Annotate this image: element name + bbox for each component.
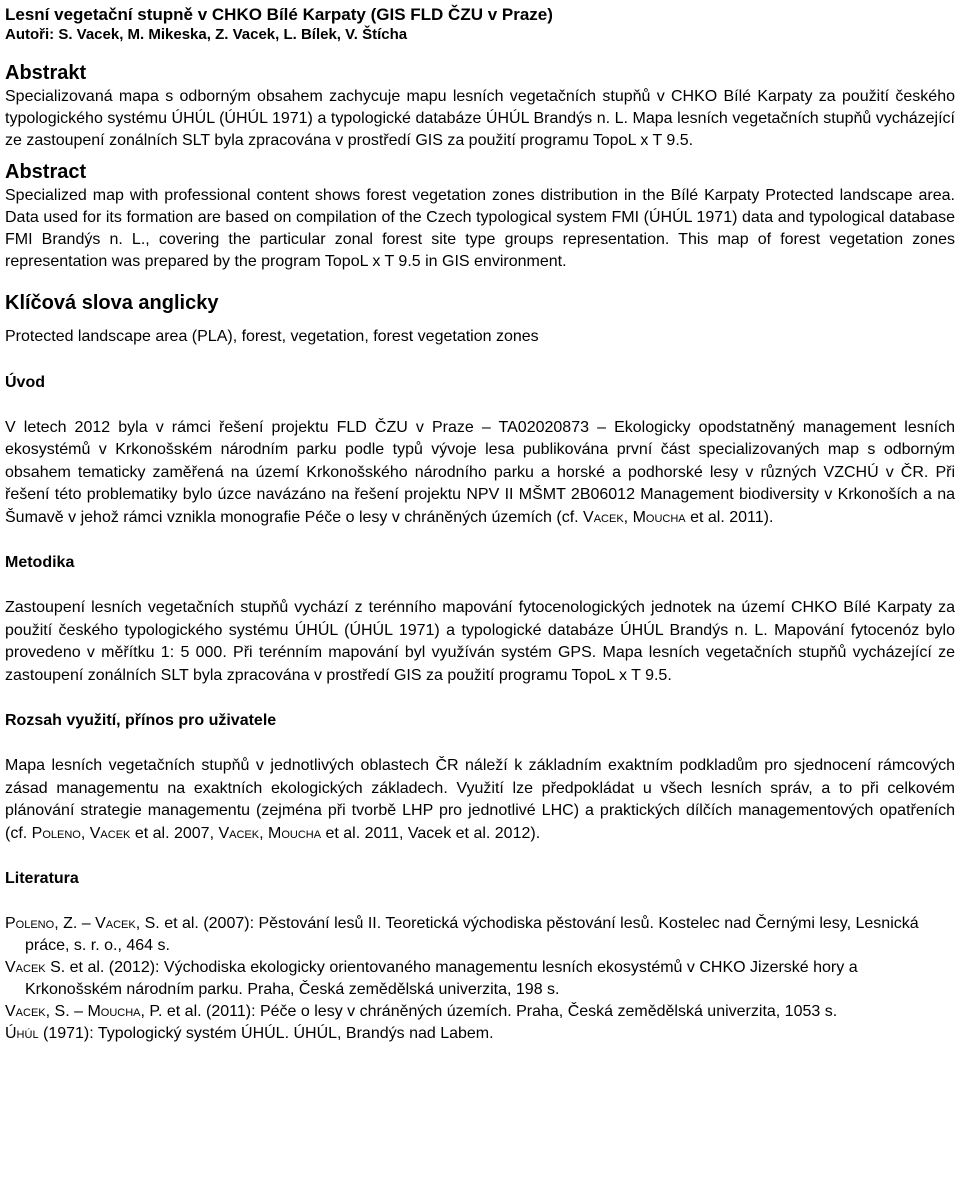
rozsah-heading: Rozsah využití, přínos pro uživatele	[5, 712, 277, 729]
document-title: Lesní vegetační stupně v CHKO Bílé Karpaty (GIS FLD ČZU v Praze)	[5, 5, 553, 24]
citation-author: Vacek	[583, 508, 624, 526]
literatura-heading: Literatura	[5, 870, 79, 887]
rozsah-text: Mapa lesních vegetačních stupňů v jednotlivých oblastech ČR náleží k základním exaktním podkladům pro sjednocení rámcových zásad managementu na exaktních ekologických základech. Využití lze předpokládat u všech lesních správ, a to při celkovém plánování strategie managementu (zejména při tvorbě LHP pro jednotlivé LHC) a praktických dílčích managementových opatřeních (cf. Poleno, Vacek et al. 2007, Vacek, Moucha et al. 2011, Vacek et al. 2012).	[5, 757, 955, 842]
citation-author: Vacek	[218, 824, 260, 842]
abstrakt-heading: Abstrakt	[5, 62, 87, 84]
metodika-heading: Metodika	[5, 554, 75, 571]
reference-item: Vacek S. et al. (2012): Východiska ekologicky orientovaného managementu lesních ekosystémů v CHKO Jizerské hory a Krkonošském národním parku. Praha, Česká zemědělská univerzita, 198 s.	[5, 959, 858, 998]
abstract-text: Specialized map with professional content shows forest vegetation zones distribution in the Bílé Karpaty Protected landscape area. Data used for its formation are based on compilation of the Czech typological system FMI (ÚHÚL 1971) data and typological database FMI Brandýs n. L., covering the particular zonal forest site type groups representation. This map of forest vegetation zones representation was prepared by the program TopoL x T 9.5 in GIS environment.	[5, 187, 955, 270]
citation-author: Moucha	[632, 508, 686, 526]
uvod-heading: Úvod	[5, 373, 45, 391]
metodika-text: Zastoupení lesních vegetačních stupňů vychází z terénního mapování fytocenologických jednotek na území CHKO Bílé Karpaty za použití českého typologického systému ÚHÚL (ÚHÚL 1971) a typologické databáze ÚHÚL Brandýs n. L. Mapování fytocenóz bylo provedeno v měřítku 1: 5 000. Při terénním mapování byl využíván systém GPS. Mapa lesních vegetačních stupňů vycházející ze zastoupení zonálních SLT byla zpracována v prostředí GIS za použití programu TopoL x T 9.5.	[5, 599, 955, 684]
citation-author: Poleno	[31, 824, 81, 842]
uvod-text: V letech 2012 byla v rámci řešení projektu FLD ČZU v Praze – TA02020873 – Ekologicky opodstatněný management lesních ekosystémů v Krkonošském národním parku podle typů vývoje lesa publikována první část specializovaných map s odborným obsahem tematicky zaměřená na území Krkonošského národního parku a horské a podhorské lesy v různých VZCHÚ v ČR. Při řešení této problematiky bylo úzce navázáno na řešení projektu NPV II MŠMT 2B06012 Management biodiversity v Krkonoších a na Šumavě v jehož rámci vznikla monografie Péče o lesy v chráněných územích (cf. Vacek, Moucha et al. 2011).	[5, 418, 955, 526]
keywords-heading: Klíčová slova anglicky	[5, 292, 219, 314]
keywords-text: Protected landscape area (PLA), forest, vegetation, forest vegetation zones	[5, 328, 539, 345]
document-authors: Autoři: S. Vacek, M. Mikeska, Z. Vacek, L. Bílek, V. Štícha	[5, 26, 408, 43]
reference-item: Poleno, Z. – Vacek, S. et al. (2007): Pěstování lesů II. Teoretická východiska pěstování lesů. Kostelec nad Černými lesy, Lesnická práce, s. r. o., 464 s.	[5, 915, 919, 954]
abstract-heading: Abstract	[5, 161, 87, 183]
abstrakt-text: Specializovaná mapa s odborným obsahem zachycuje mapu lesních vegetačních stupňů v CHKO Bílé Karpaty za použití českého typologického systému ÚHÚL (ÚHÚL 1971) a typologické databáze ÚHÚL Brandýs n. L. Mapa lesních vegetačních stupňů vycházející ze zastoupení zonálních SLT byla zpracována v prostředí GIS za použití programu TopoL x T 9.5.	[5, 88, 955, 149]
citation-author: Vacek	[89, 824, 131, 842]
reference-item: Úhúl (1971): Typologický systém ÚHÚL. ÚHÚL, Brandýs nad Labem.	[5, 1025, 494, 1042]
citation-author: Moucha	[267, 824, 322, 842]
reference-item: Vacek, S. – Moucha, P. et al. (2011): Péče o lesy v chráněných územích. Praha, Česká zemědělská univerzita, 1053 s.	[5, 1003, 838, 1020]
